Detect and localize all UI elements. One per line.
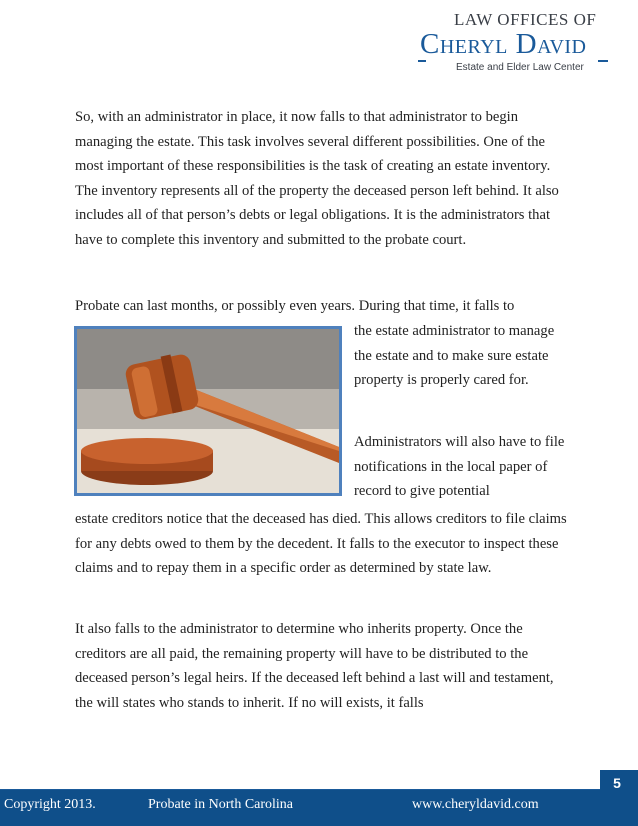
firm-logo (418, 8, 608, 74)
footer-document-title: Probate in North Carolina (148, 797, 294, 812)
gavel-icon (77, 329, 339, 493)
paragraph-probate-duration: Probate can last months, or possibly even years. During that time, it falls to (75, 298, 515, 314)
paragraph-administrator-role: the estate administrator to manage the estate and to make sure estate property is properly cared for. (354, 323, 555, 388)
paragraph-notifications: Administrators will also have to file notifications in the local paper of record to give potential (354, 434, 565, 499)
logo-rule-left (418, 60, 426, 62)
paragraph-creditors: estate creditors notice that the deceased has died. This allows creditors to file claims for any debts owed to them by the decedent. It falls to the executor to inspect these claims and to repay them in a specific order as determined by state law. (75, 511, 567, 576)
logo-tagline: Estate and Elder Law Center (456, 62, 584, 73)
logo-rule-right (598, 60, 608, 62)
paragraph-inventory: So, with an administrator in place, it now falls to that administrator to begin managing the estate. This task involves several different possibilities. One of the most important of these responsibilities is the task of creating an estate inventory. The inventory represents all of the property the deceased person left behind. It also includes all of that person’s debts or legal obligations. It is the administrators that have to complete this inventory and submitted to the probate court. (75, 109, 559, 248)
gavel-photo (74, 326, 342, 496)
page-number: 5 (613, 775, 621, 791)
logo-line-name: Cheryl David (420, 28, 587, 60)
footer-website-link[interactable]: www.cheryldavid.com (412, 797, 539, 812)
paragraph-inheritance: It also falls to the administrator to determine who inherits property. Once the creditors are all paid, the remaining property will have to be distributed to the deceased person’s legal heirs. If the deceased left behind a last will and testament, the will states who stands to inherit. If no will exists, it falls (75, 621, 554, 711)
logo-line-law-offices: LAW OFFICES OF (454, 10, 597, 29)
footer-copyright: Copyright 2013. (4, 797, 96, 812)
